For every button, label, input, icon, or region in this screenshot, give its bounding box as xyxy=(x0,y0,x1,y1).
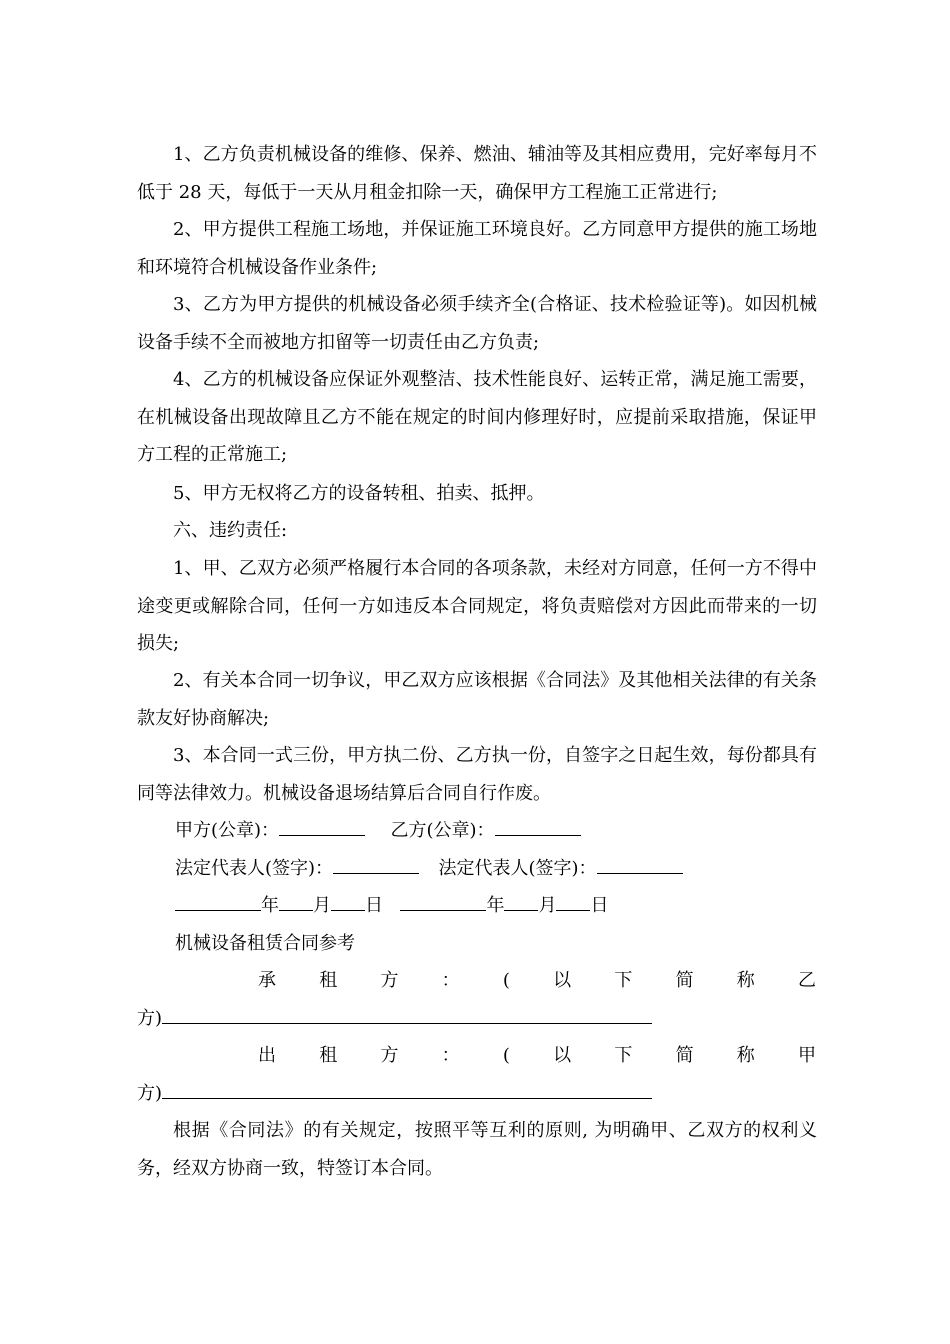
lessor-char: 下 xyxy=(614,1045,633,1066)
year-label-a: 年 xyxy=(261,895,279,916)
month-blank-a xyxy=(279,890,313,911)
lessor-char: 以 xyxy=(553,1045,572,1066)
lessee-char: 称 xyxy=(736,970,755,991)
lessee-char: 乙 xyxy=(798,970,816,991)
lessor-char: 方 xyxy=(380,1045,399,1066)
lessor-char: 称 xyxy=(736,1045,755,1066)
party-a-seal-blank xyxy=(279,815,365,836)
rep-a-label: 法定代表人(签字)： xyxy=(175,858,334,879)
lessor-tail-line xyxy=(137,1075,652,1113)
lessee-tail: 方) xyxy=(137,1008,163,1029)
rep-a-blank xyxy=(333,853,419,874)
section-heading: 六、违约责任: xyxy=(173,520,288,541)
lessor-line xyxy=(258,1037,816,1075)
clause-paragraph: 3、乙方为甲方提供的机械设备必须手续齐全(合格证、技术检验证等)。如因机械设备手续不全而被地方扣留等一切责任由乙方负责; xyxy=(137,294,817,353)
lessee-char: 承 xyxy=(258,970,276,991)
lessor-char: ( xyxy=(502,1045,510,1066)
intro-paragraph: 根据《合同法》的有关规定，按照平等互利的原则, 为明确甲、乙双方的权利义务，经双方协商一致，特签订本合同。 xyxy=(137,1120,817,1179)
lessee-char: 方 xyxy=(380,970,399,991)
clause-paragraph: 2、有关本合同一切争议，甲乙双方应该根据《合同法》及其他相关法律的有关条款友好协商解决; xyxy=(137,670,817,729)
second-contract-title: 机械设备租赁合同参考 xyxy=(175,933,355,954)
lessee-char: 简 xyxy=(675,970,694,991)
party-b-seal-label: 乙方(公章)： xyxy=(390,820,495,841)
day-label-b: 日 xyxy=(590,895,609,916)
lessee-char: ( xyxy=(502,970,510,991)
lessee-line xyxy=(258,962,816,1000)
representative-line xyxy=(175,850,683,888)
year-label-b: 年 xyxy=(486,895,505,916)
lessee-blank xyxy=(162,1003,652,1024)
lessor-tail: 方) xyxy=(137,1083,163,1104)
month-label-b: 月 xyxy=(538,895,557,916)
lessee-tail-line xyxy=(137,1000,652,1038)
lessor-char: 出 xyxy=(258,1045,276,1066)
lessee-char: ： xyxy=(441,970,460,991)
lessee-char: 以 xyxy=(553,970,572,991)
lessor-char: ： xyxy=(441,1045,460,1066)
seal-line xyxy=(175,812,581,850)
rep-b-label: 法定代表人(签字)： xyxy=(438,858,597,879)
day-label-a: 日 xyxy=(365,895,383,916)
year-blank-b xyxy=(400,890,486,911)
month-label-a: 月 xyxy=(313,895,331,916)
clause-paragraph: 1、甲、乙双方必须严格履行本合同的各项条款，未经对方同意，任何一方不得中途变更或解除合同，任何一方如违反本合同规定，将负责赔偿对方因此而带来的一切损失; xyxy=(137,558,817,654)
clause-paragraph: 2、甲方提供工程施工场地，并保证施工环境良好。乙方同意甲方提供的施工场地和环境符合机械设备作业条件; xyxy=(137,219,817,278)
clause-paragraph: 4、乙方的机械设备应保证外观整洁、技术性能良好、运转正常，满足施工需要，在机械设备出现故障且乙方不能在规定的时间内修理好时，应提前采取措施，保证甲方工程的正常施工; xyxy=(137,369,817,465)
lessor-blank xyxy=(162,1078,652,1099)
party-b-seal-blank xyxy=(495,815,581,836)
lessee-char: 租 xyxy=(319,970,338,991)
party-a-seal-label: 甲方(公章)： xyxy=(175,820,280,841)
lessor-char: 简 xyxy=(675,1045,694,1066)
year-blank-a xyxy=(175,890,261,911)
date-line xyxy=(175,887,608,925)
day-blank-a xyxy=(331,890,365,911)
lessor-char: 租 xyxy=(319,1045,338,1066)
lessee-char: 下 xyxy=(614,970,633,991)
lessor-char: 甲 xyxy=(798,1045,816,1066)
rep-b-blank xyxy=(597,853,683,874)
day-blank-b xyxy=(556,890,590,911)
clause-paragraph: 3、本合同一式三份，甲方执二份、乙方执一份，自签字之日起生效，每份都具有同等法律效力。机械设备退场结算后合同自行作废。 xyxy=(137,745,817,804)
month-blank-b xyxy=(504,890,538,911)
clause-paragraph: 5、甲方无权将乙方的设备转租、拍卖、抵押。 xyxy=(173,483,545,504)
clause-paragraph: 1、乙方负责机械设备的维修、保养、燃油、辅油等及其相应费用，完好率每月不低于 28 天，每低于一天从月租金扣除一天，确保甲方工程施工正常进行; xyxy=(137,144,817,203)
